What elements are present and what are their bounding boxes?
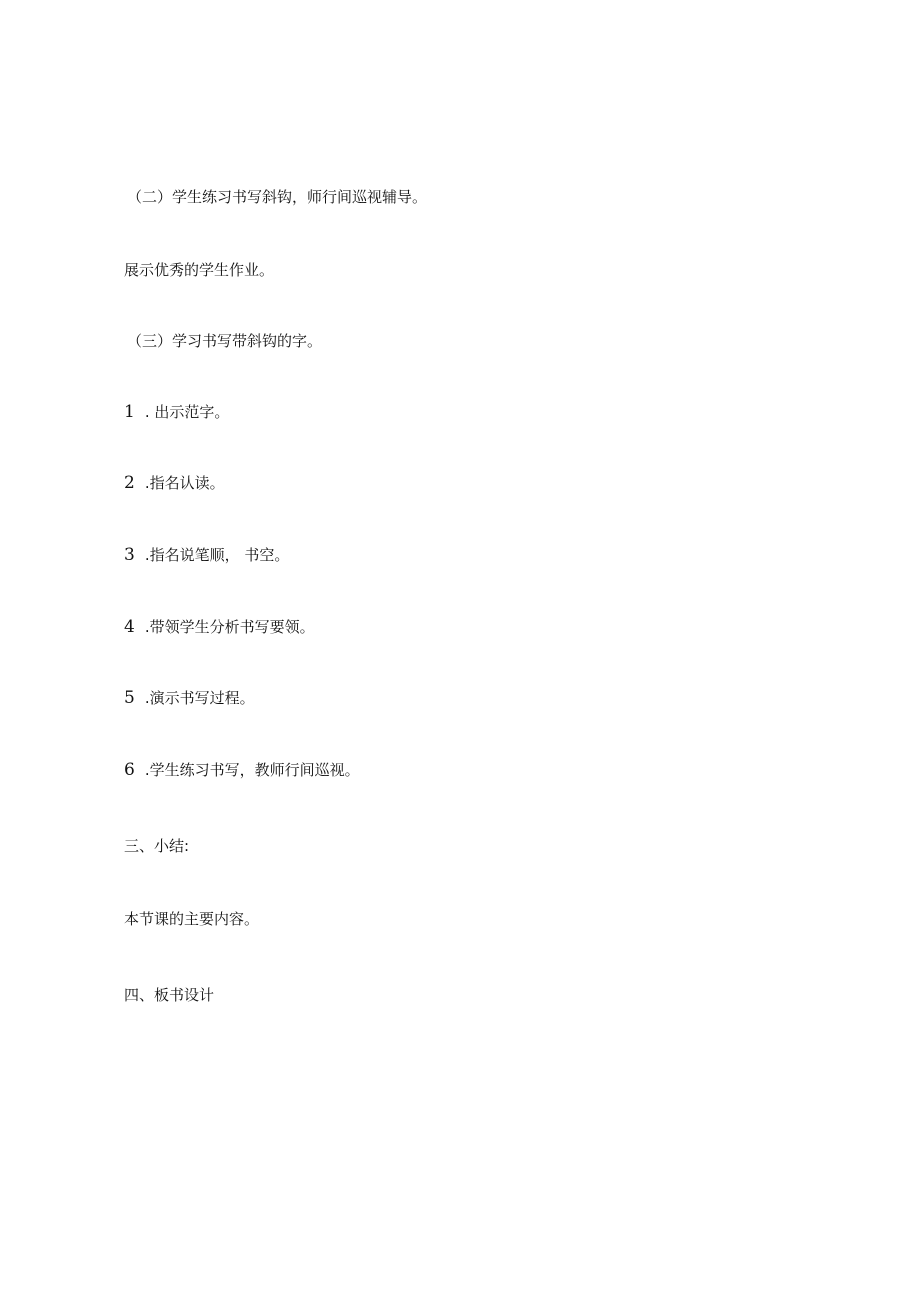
paragraph-text: 四、板书设计 bbox=[124, 986, 215, 1004]
list-item-text: .指名认读。 bbox=[144, 474, 225, 492]
list-item bbox=[124, 473, 225, 493]
list-item-text: .演示书写过程。 bbox=[144, 689, 255, 707]
list-number: 3 bbox=[124, 545, 135, 565]
paragraph-text: （二）学生练习书写斜钩，师行间巡视辅导。 bbox=[127, 188, 428, 206]
list-item-text: .指名说笔顺， 书空。 bbox=[144, 546, 290, 564]
list-item-text: . 出示范字。 bbox=[144, 403, 230, 421]
list-number: 2 bbox=[124, 473, 135, 493]
list-item bbox=[124, 688, 255, 708]
paragraph-text: 三、小结: bbox=[124, 837, 190, 855]
paragraph-text: 展示优秀的学生作业。 bbox=[124, 261, 275, 279]
list-number: 1 bbox=[124, 402, 135, 422]
section-heading-summary bbox=[124, 836, 189, 856]
paragraph bbox=[124, 260, 274, 280]
list-number: 4 bbox=[124, 617, 135, 637]
list-item-text: .学生练习书写，教师行间巡视。 bbox=[144, 761, 360, 779]
list-item-text: .带领学生分析书写要领。 bbox=[144, 618, 315, 636]
section-heading-3 bbox=[127, 331, 322, 351]
paragraph-text: 本节课的主要内容。 bbox=[124, 910, 260, 928]
list-number: 5 bbox=[124, 688, 135, 708]
list-item bbox=[124, 760, 360, 780]
paragraph bbox=[124, 909, 259, 929]
section-heading-board-design bbox=[124, 985, 214, 1005]
list-item bbox=[124, 545, 289, 565]
list-item bbox=[124, 402, 229, 422]
list-item bbox=[124, 617, 315, 637]
section-heading-2 bbox=[127, 187, 427, 207]
list-number: 6 bbox=[124, 760, 135, 780]
paragraph-text: （三）学习书写带斜钩的字。 bbox=[127, 332, 323, 350]
